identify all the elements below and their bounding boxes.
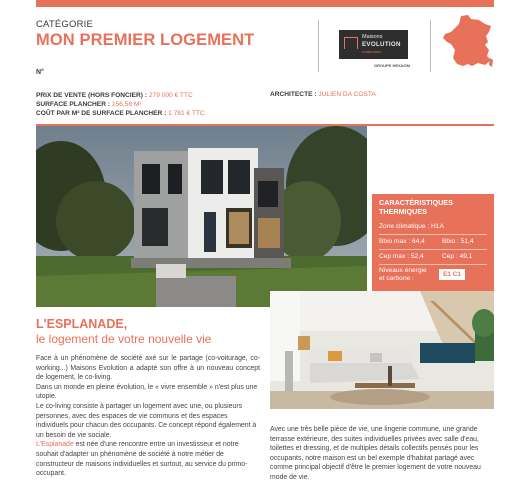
house-name-highlight: L'Esplanade xyxy=(36,441,74,449)
cost-label: COÛT PAR M² DE SURFACE PLANCHER : xyxy=(36,110,167,118)
thermal-divider xyxy=(379,249,487,250)
energy-level-label xyxy=(379,267,427,283)
paragraph: Face à un phénomène de société axé sur le partage (co-voiturage, co-working...) Maisons Evolution a adapté son offre à un nouveau concept de logement, le co-living. xyxy=(36,355,260,382)
thermal-title-line1: CARACTÉRISTIQUES xyxy=(379,198,453,207)
cep-max: Cep max : 52,4 xyxy=(379,253,424,260)
price-info xyxy=(36,91,205,119)
surface-value: 156,58 M² xyxy=(111,101,142,109)
logo-line2: EVOLUTION xyxy=(362,41,401,48)
article-title: L'ESPLANADE, xyxy=(36,317,128,331)
energy-level-badge: E1 C1 xyxy=(439,269,465,280)
paragraph: Avec une très belle pièce de vie, une lingerie commune, une grande terrasse extérieure, des suites individuelles privées avec salle d'eau, toilettes et dressing, et de multiples détails collectifs pensés pour les occupants, notre maison est un bel exemple d'habitat partagé avec comme principal objectif d'être le premier logement de votre nouveau mode de vie. xyxy=(270,426,481,481)
architect-value: JULIEN DA COSTA xyxy=(318,91,376,98)
france-map-icon xyxy=(441,14,495,70)
thermal-characteristics-panel xyxy=(372,194,494,292)
paragraph: Le co-living consiste à partager un logement avec une, ou plusieurs personnes, avec des espaces de vie communs et des espaces individuels pour chacun des occupants. Ce concept répond également à un besoin de vie sociale. xyxy=(36,402,257,439)
thermal-title xyxy=(379,199,453,216)
cost-value: 1 781 € TTC xyxy=(168,110,205,118)
paragraph: Dans un monde en pleine évolution, le « vivre ensemble » n'est plus une utopie. xyxy=(36,383,258,401)
logo-line3: constructeur xyxy=(362,50,382,54)
price-value: 279 000 € TTC xyxy=(148,92,193,99)
category-title: MON PREMIER LOGEMENT xyxy=(36,31,255,49)
climate-zone: Zone climatique : H1A xyxy=(379,223,444,230)
article-body-right xyxy=(270,425,494,483)
top-accent-bar xyxy=(36,0,494,7)
bbio-max: Bbio max : 64,4 xyxy=(379,238,425,245)
thermal-divider xyxy=(379,264,487,265)
energy-label-line2: et carbone : xyxy=(379,275,414,282)
article-subtitle: le logement de votre nouvelle vie xyxy=(36,332,212,346)
architect-info xyxy=(270,91,376,98)
paragraph-text: est née d'une rencontre entre un investisseur et notre souhait d'adapter un phénomène de société à notre métier de constructeur de maisons individuelles et surtout, au service du primo-occupant. xyxy=(36,441,248,478)
cep: Cep : 49,1 xyxy=(442,253,473,260)
group-label: GROUPE HEXAÔM xyxy=(374,63,411,68)
thermal-title-line2: THERMIQUES xyxy=(379,206,427,216)
divider-line xyxy=(318,20,319,72)
energy-label-line1: Niveaux énergie xyxy=(379,267,427,274)
architect-label: ARCHITECTE : xyxy=(270,91,317,98)
article-body-left xyxy=(36,354,260,479)
paragraph xyxy=(36,440,260,478)
category-label: CATÉGORIE xyxy=(36,19,94,30)
divider-line xyxy=(430,20,431,72)
living-room-photo xyxy=(270,291,494,409)
house-exterior-photo xyxy=(36,126,367,307)
price-label: PRIX DE VENTE (HORS FONCIER) : xyxy=(36,92,148,99)
maisons-evolution-logo xyxy=(339,30,408,59)
thermal-divider xyxy=(379,234,487,235)
entry-number: N° xyxy=(36,69,44,76)
house-roof-icon xyxy=(344,37,358,49)
surface-label: SURFACE PLANCHER : xyxy=(36,101,110,109)
logo-line1: Maisons xyxy=(362,34,383,40)
bbio: Bbio : 51,4 xyxy=(442,238,474,245)
